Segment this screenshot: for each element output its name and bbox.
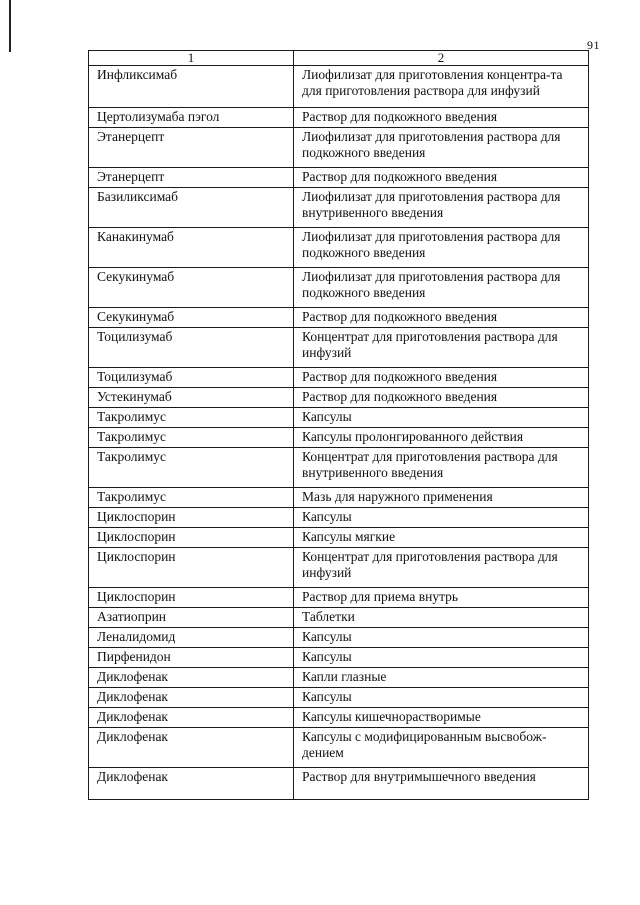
dosage-form: Раствор для подкожного введения [294, 168, 589, 188]
table-row [89, 268, 589, 308]
header-row [89, 51, 589, 66]
table-row [89, 648, 589, 668]
dosage-form: Капсулы пролонгированного действия [294, 428, 589, 448]
table-row [89, 328, 589, 368]
dosage-form: Капсулы [294, 408, 589, 428]
table-row [89, 508, 589, 528]
table-row [89, 368, 589, 388]
drug-name: Устекинумаб [89, 388, 294, 408]
drug-name: Цертолизумаба пэгол [89, 108, 294, 128]
column-header-1: 1 [89, 51, 294, 66]
table-row [89, 548, 589, 588]
dosage-form: Капли глазные [294, 668, 589, 688]
table-row [89, 608, 589, 628]
dosage-form: Лиофилизат для приготовления раствора для подкожного введения [294, 268, 589, 308]
dosage-form: Капсулы [294, 648, 589, 668]
drug-name: Такролимус [89, 428, 294, 448]
drug-name: Секукинумаб [89, 268, 294, 308]
drug-table [88, 50, 589, 800]
dosage-form: Таблетки [294, 608, 589, 628]
table-row [89, 628, 589, 648]
table-row [89, 528, 589, 548]
table-row [89, 408, 589, 428]
drug-name: Тоцилизумаб [89, 368, 294, 388]
drug-name: Этанерцепт [89, 168, 294, 188]
drug-name: Диклофенак [89, 708, 294, 728]
dosage-form: Капсулы [294, 688, 589, 708]
dosage-form: Раствор для подкожного введения [294, 388, 589, 408]
table-row [89, 388, 589, 408]
dosage-form: Мазь для наружного применения [294, 488, 589, 508]
table-row [89, 488, 589, 508]
drug-name: Леналидомид [89, 628, 294, 648]
dosage-form: Концентрат для приготовления раствора для внутривенного введения [294, 448, 589, 488]
dosage-form: Раствор для подкожного введения [294, 368, 589, 388]
table-row [89, 768, 589, 800]
drug-name: Диклофенак [89, 668, 294, 688]
column-header-2: 2 [294, 51, 589, 66]
drug-name: Канакинумаб [89, 228, 294, 268]
dosage-form: Раствор для подкожного введения [294, 108, 589, 128]
table-row [89, 428, 589, 448]
drug-name: Такролимус [89, 488, 294, 508]
dosage-form: Лиофилизат для приготовления раствора для подкожного введения [294, 128, 589, 168]
page-edge-line [9, 0, 11, 52]
drug-name: Циклоспорин [89, 528, 294, 548]
table-row [89, 708, 589, 728]
dosage-form: Капсулы [294, 628, 589, 648]
drug-name: Циклоспорин [89, 548, 294, 588]
table-row [89, 308, 589, 328]
drug-name: Такролимус [89, 448, 294, 488]
dosage-form: Лиофилизат для приготовления концентра-та для приготовления раствора для инфузий [294, 66, 589, 108]
drug-name: Азатиоприн [89, 608, 294, 628]
dosage-form: Раствор для внутримышечного введения [294, 768, 589, 800]
drug-name: Диклофенак [89, 688, 294, 708]
dosage-form: Раствор для подкожного введения [294, 308, 589, 328]
table-row [89, 188, 589, 228]
table-row [89, 66, 589, 108]
table-row [89, 128, 589, 168]
drug-name: Диклофенак [89, 728, 294, 768]
dosage-form: Капсулы с модифицированным высвобож-дением [294, 728, 589, 768]
dosage-form: Раствор для приема внутрь [294, 588, 589, 608]
table-row [89, 728, 589, 768]
drug-name: Пирфенидон [89, 648, 294, 668]
table-row [89, 448, 589, 488]
drug-name: Этанерцепт [89, 128, 294, 168]
table-row [89, 168, 589, 188]
dosage-form: Лиофилизат для приготовления раствора для подкожного введения [294, 228, 589, 268]
drug-name: Циклоспорин [89, 588, 294, 608]
dosage-form: Лиофилизат для приготовления раствора для внутривенного введения [294, 188, 589, 228]
dosage-form: Капсулы мягкие [294, 528, 589, 548]
table-row [89, 228, 589, 268]
drug-name: Такролимус [89, 408, 294, 428]
table-row [89, 688, 589, 708]
page-number: 91 [587, 38, 600, 52]
dosage-form: Капсулы [294, 508, 589, 528]
dosage-form: Капсулы кишечнорастворимые [294, 708, 589, 728]
dosage-form: Концентрат для приготовления раствора для инфузий [294, 328, 589, 368]
drug-name: Инфликсимаб [89, 66, 294, 108]
dosage-form: Концентрат для приготовления раствора для инфузий [294, 548, 589, 588]
drug-name: Базиликсимаб [89, 188, 294, 228]
table-row [89, 108, 589, 128]
drug-name: Циклоспорин [89, 508, 294, 528]
table-row [89, 668, 589, 688]
drug-name: Диклофенак [89, 768, 294, 800]
drug-name: Тоцилизумаб [89, 328, 294, 368]
table-row [89, 588, 589, 608]
drug-name: Секукинумаб [89, 308, 294, 328]
